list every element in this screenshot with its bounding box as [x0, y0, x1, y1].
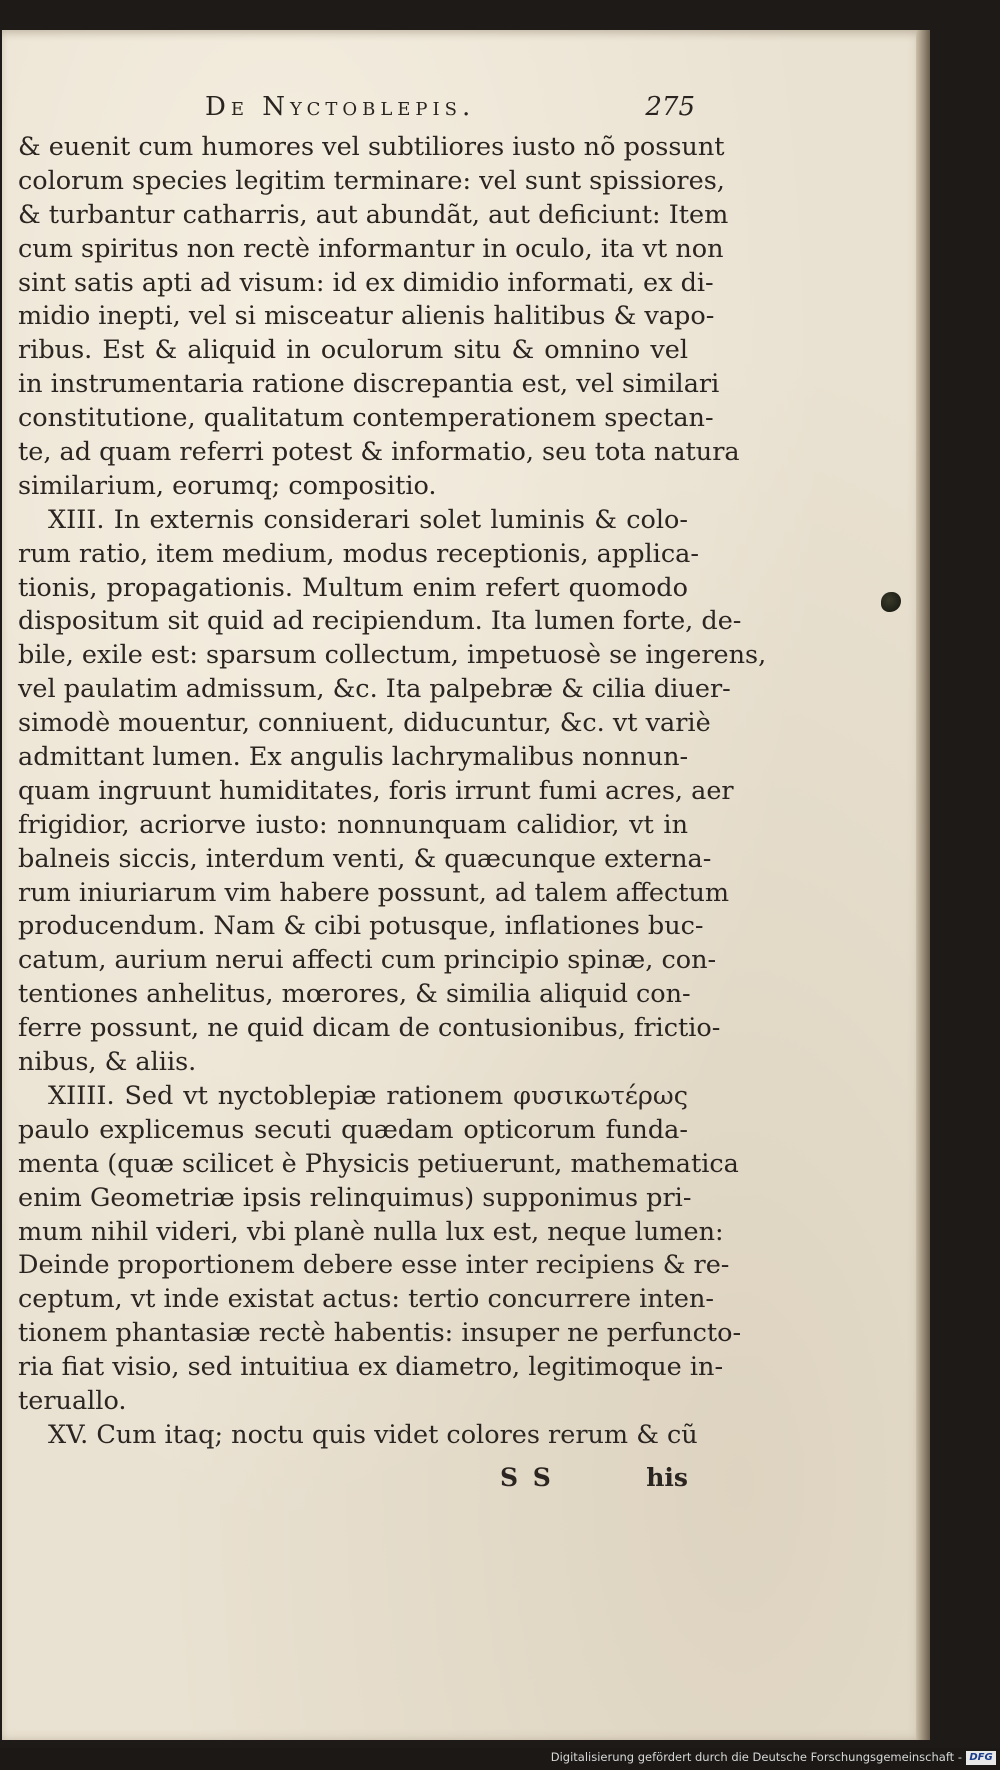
- text-line: teruallo.: [18, 1385, 127, 1416]
- text-line: balneis siccis, interdum venti, & quæcunque externa-: [18, 843, 712, 874]
- text-line: rum ratio, item medium, modus receptionis, applica-: [18, 538, 699, 569]
- text-line: rum iniuriarum vim habere possunt, ad talem affectum: [18, 877, 730, 908]
- signature-mark: S S: [500, 1463, 554, 1492]
- text-line: tionem phantasiæ rectè habentis: insuper ne perfuncto-: [18, 1318, 742, 1349]
- text-line: te, ad quam referri potest & informatio, seu tota natura: [18, 437, 740, 468]
- text-line: sint satis apti ad visum: id ex dimidio informati, ex di-: [18, 267, 714, 298]
- text-line: admittant lumen. Ex angulis lachrymalibus nonnun-: [18, 742, 689, 773]
- text-line: midio inepti, vel si misceatur alienis halitibus & vapo-: [18, 301, 715, 332]
- text-line: tionis, propagationis. Multum enim refert quomodo: [18, 572, 688, 603]
- text-line: Deinde proportionem debere esse inter recipiens & re-: [18, 1250, 730, 1281]
- text-line: similarium, eorumq; compositio.: [18, 470, 437, 501]
- text-line: ceptum, vt inde existat actus: tertio concurrere inten-: [18, 1284, 715, 1315]
- text-line: in instrumentaria ratione discrepantia est, vel similari: [18, 369, 720, 400]
- text-line: frigidior, acriorve iusto: nonnunquam calidior, vt in: [18, 809, 688, 840]
- text-line: XIIII. Sed vt nyctoblepiæ rationem φυσικωτέρως: [48, 1080, 688, 1111]
- page-header: [205, 92, 695, 128]
- text-line: ria fiat visio, sed intuitiua ex diametro, legitimoque in-: [18, 1352, 724, 1383]
- text-line: dispositum sit quid ad recipiendum. Ita lumen forte, de-: [18, 606, 742, 637]
- text-line: XV. Cum itaq; noctu quis videt colores rerum & cũ: [48, 1419, 698, 1450]
- text-line: catum, aurium nerui affecti cum principio spinæ, con-: [18, 945, 717, 976]
- text-line: constitutione, qualitatum contemperationem spectan-: [18, 403, 714, 434]
- text-line: colorum species legitim terminare: vel sunt spissiores,: [18, 165, 725, 196]
- text-line: quam ingruunt humiditates, foris irrunt fumi acres, aer: [18, 775, 734, 806]
- text-line: vel paulatim admissum, &c. Ita palpebræ & cilia diuer-: [18, 674, 731, 705]
- page-edge: [916, 30, 930, 1740]
- text-line: bile, exile est: sparsum collectum, impetuosè se ingerens,: [18, 640, 767, 671]
- text-line: menta (quæ scilicet è Physicis petiuerunt, mathematica: [18, 1148, 739, 1179]
- running-title: De Nyctoblepis.: [205, 92, 476, 122]
- text-line: & euenit cum humores vel subtiliores iusto nõ possunt: [18, 132, 725, 162]
- text-line: mum nihil videri, vbi planè nulla lux est, neque lumen:: [18, 1216, 724, 1247]
- body-text: [18, 131, 767, 1453]
- text-line: ferre possunt, ne quid dicam de contusionibus, frictio-: [18, 1013, 721, 1044]
- text-line: XIII. In externis considerari solet luminis & colo-: [48, 504, 688, 535]
- text-line: producendum. Nam & cibi potusque, inflationes buc-: [18, 911, 704, 942]
- dfg-logo: DFG: [966, 1751, 996, 1765]
- catchword: his: [646, 1463, 688, 1492]
- text-line: simodè mouentur, conniuent, diducuntur, &c. vt variè: [18, 708, 711, 739]
- catchword-row: [18, 1463, 688, 1493]
- text-line: ribus. Est & aliquid in oculorum situ & omnino vel: [18, 335, 688, 366]
- digitization-credit: Digitalisierung gefördert durch die Deutsche Forschungsgemeinschaft -: [550, 1750, 962, 1764]
- text-line: cum spiritus non rectè informantur in oculo, ita vt non: [18, 233, 724, 264]
- text-line: enim Geometriæ ipsis relinquimus) supponimus pri-: [18, 1182, 692, 1213]
- text-line: & turbantur catharris, aut abundãt, aut deficiunt: Item: [18, 199, 729, 230]
- footer-bar: [0, 1748, 1000, 1770]
- text-line: nibus, & aliis.: [18, 1047, 197, 1078]
- text-line: tentiones anhelitus, mœrores, & similia aliquid con-: [18, 979, 691, 1010]
- page-number: 275: [645, 92, 695, 122]
- text-line: paulo explicemus secuti quædam opticorum funda-: [18, 1114, 688, 1145]
